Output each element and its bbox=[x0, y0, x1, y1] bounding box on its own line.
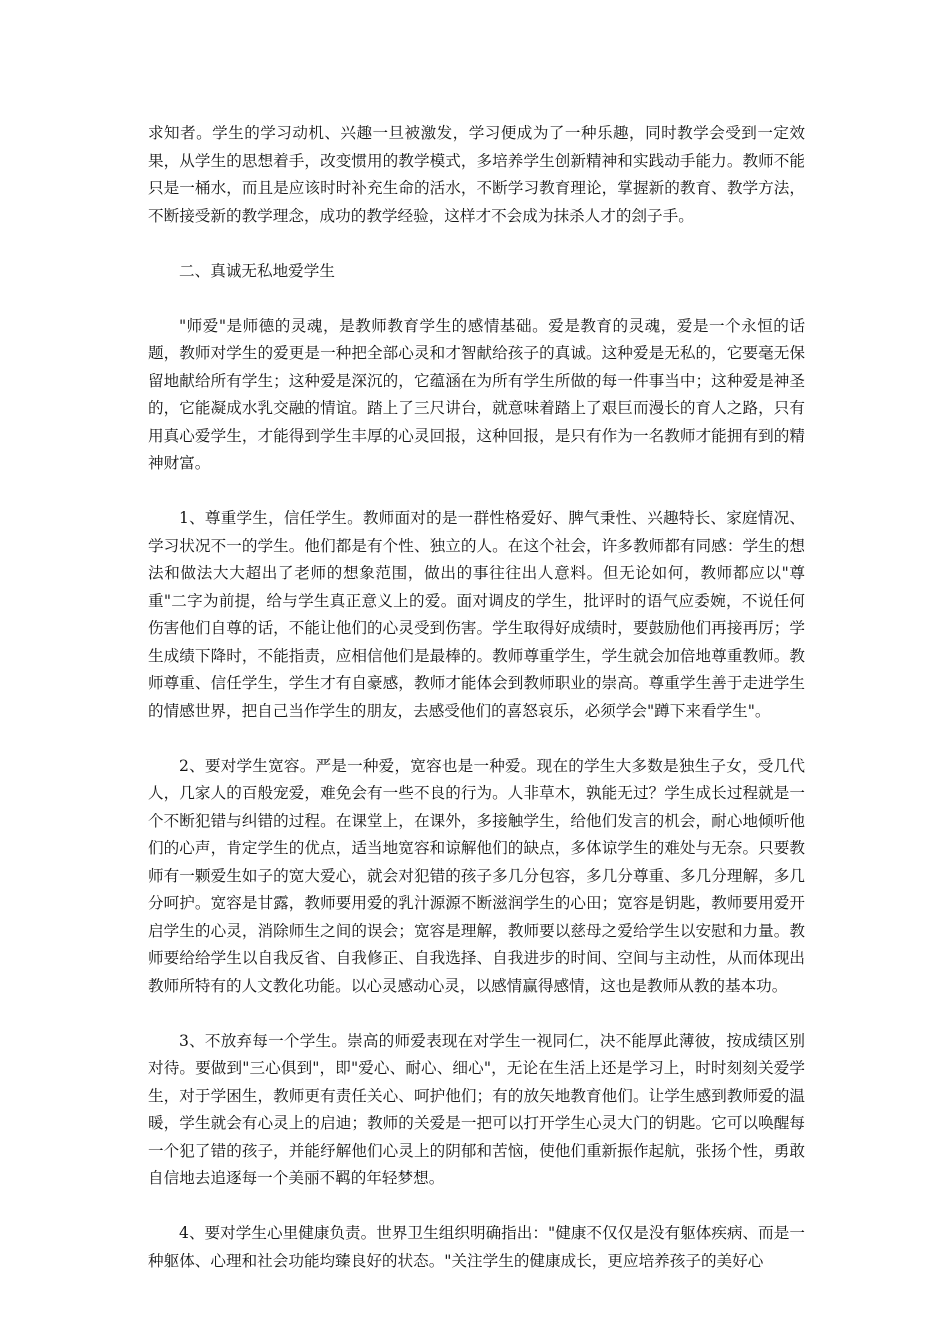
paragraph-continued: 求知者。学生的学习动机、兴趣一旦被激发，学习便成为了一种乐趣，同时教学会受到一定效果，从学生的思想着手，改变惯用的教学模式，多培养学生创新精神和实践动手能力。教师不能只是一桶水，而且是应该时时补充生命的活水，不断学习教育理论，掌握新的教育、教学方法，不断接受新的教学理念，成功的教学经验，这样才不会成为抹杀人才的刽子手。 bbox=[148, 124, 805, 225]
section-heading: 二、真诚无私地爱学生 bbox=[179, 261, 335, 280]
paragraph-teacher-love: "师爱"是师德的灵魂，是教师教育学生的感情基础。爱是教育的灵魂，爱是一个永恒的话题，教师对学生的爱更是一种把全部心灵和才智献给孩子的真诚。这种爱是无私的，它要毫无保留地献给所有学生；这种爱是深沉的，它蕴涵在为所有学生所做的每一件事当中；这种爱是神圣的，它能凝成水乳交融的情谊。踏上了三尺讲台，就意味着踏上了艰巨而漫长的育人之路，只有用真心爱学生，才能得到学生丰厚的心灵回报，这种回报，是只有作为一名教师才能拥有到的精神财富。 bbox=[148, 316, 805, 472]
paragraph-mental-health: 4、要对学生心里健康负责。世界卫生组织明确指出："健康不仅仅是没有躯体疾病、而是一种躯体、心理和社会功能均臻良好的状态。"关注学生的健康成长，更应培养孩子的美好心 bbox=[148, 1224, 805, 1270]
paragraph-no-student-left: 3、不放弃每一个学生。崇高的师爱表现在对学生一视同仁，决不能厚此薄彼，按成绩区别对待。要做到"三心俱到"，即"爱心、耐心、细心"，无论在生活上还是学习上，时时刻刻关爱学生，对于学困生，教师更有责任关心、呵护他们；有的放矢地教育他们。让学生感到教师爱的温暖，学生就会有心灵上的启迪；教师的关爱是一把可以打开学生心灵大门的钥匙。它可以唤醒每一个犯了错的孩子，并能纾解他们心灵上的阴郁和苦恼，使他们重新振作起航，张扬个性，勇敢自信地去追逐每一个美丽不羁的年轻梦想。 bbox=[148, 1031, 805, 1187]
paragraph-respect-students: 1、尊重学生，信任学生。教师面对的是一群性格爱好、脾气秉性、兴趣特长、家庭情况、学习状况不一的学生。他们都是有个性、独立的人。在这个社会，许多教师都有同感：学生的想法和做法大大超出了老师的想象范围，做出的事往往出人意料。但无论如何，教师都应以"尊重"二字为前提，给与学生真正意义上的爱。面对调皮的学生，批评时的语气应委婉，不说任何伤害他们自尊的话，不能让他们的心灵受到伤害。学生取得好成绩时，要鼓励他们再接再厉；学生成绩下降时，不能指责，应相信他们是最棒的。教师尊重学生，学生就会加倍地尊重教师。教师尊重、信任学生，学生才有自豪感，教师才能体会到教师职业的崇高。尊重学生善于走进学生的情感世界，把自己当作学生的朋友，去感受他们的喜怒哀乐，必须学会"蹲下来看学生"。 bbox=[148, 509, 805, 720]
document-body bbox=[148, 120, 805, 1303]
paragraph-tolerance: 2、要对学生宽容。严是一种爱，宽容也是一种爱。现在的学生大多数是独生子女，受几代人，几家人的百般宠爱，难免会有一些不良的行为。人非草木，孰能无过？学生成长过程就是一个不断犯错与纠错的过程。在课堂上，在课外，多接触学生，给他们发言的机会，耐心地倾听他们的心声，肯定学生的优点，适当地宽容和谅解他们的缺点，多体谅学生的难处与无奈。只要教师有一颗爱生如子的宽大爱心，就会对犯错的孩子多几分包容，多几分尊重、多几分理解，多几分呵护。宽容是甘露，教师要用爱的乳汁源源不断滋润学生的心田；宽容是钥匙，教师要用爱开启学生的心灵，消除师生之间的误会；宽容是理解，教师要以慈母之爱给学生以安慰和力量。教师要给给学生以自我反省、自我修正、自我选择、自我进步的时间、空间与主动性，从而体现出教师所特有的人文教化功能。以心灵感动心灵，以感情赢得感情，这也是教师从教的基本功。 bbox=[148, 756, 805, 995]
